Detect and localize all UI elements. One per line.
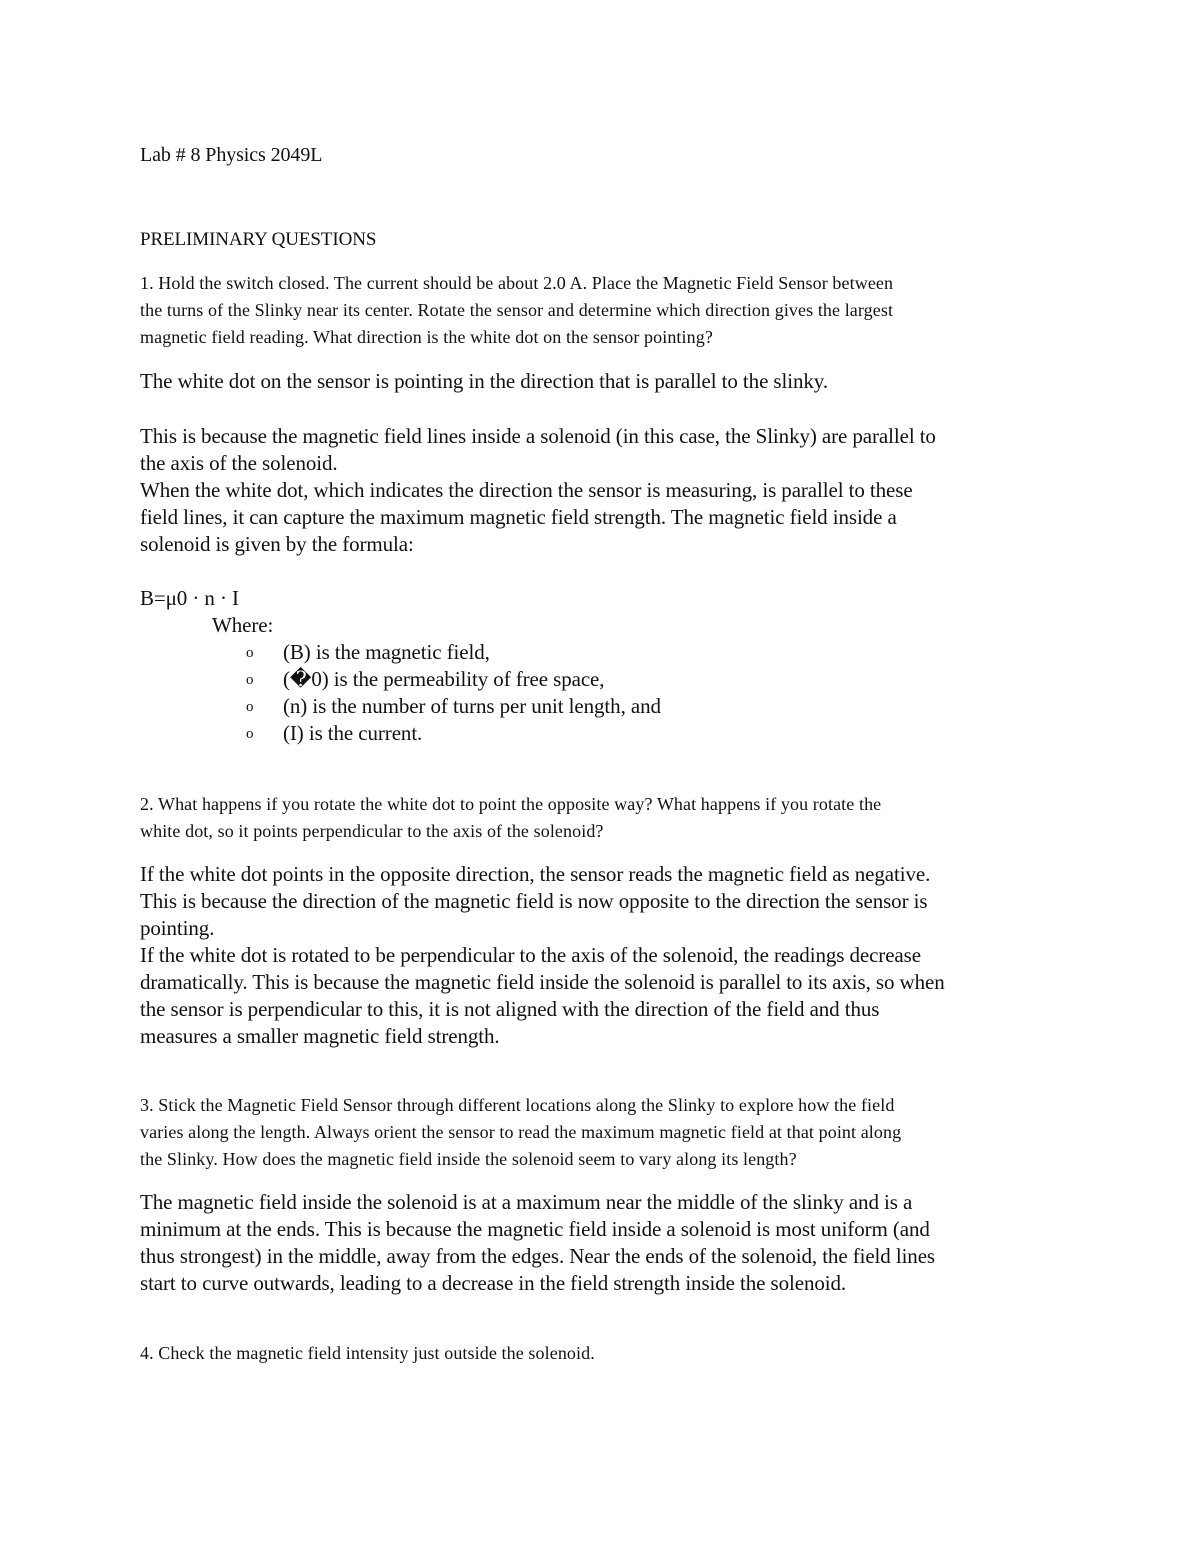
document-title: Lab # 8 Physics 2049L: [140, 144, 323, 166]
answer1-line: solenoid is given by the formula:: [140, 532, 414, 556]
answer1-line: When the white dot, which indicates the direction the sensor is measuring, is parallel to these: [140, 478, 913, 502]
answer2-line: dramatically. This is because the magnetic field inside the solenoid is parallel to its axis, so when: [140, 970, 945, 994]
question4-line: 4. Check the magnetic field intensity just outside the solenoid.: [140, 1343, 595, 1363]
answer1-line: This is because the magnetic field lines inside a solenoid (in this case, the Slinky) are parallel to: [140, 424, 936, 448]
bullet-marker: o: [246, 726, 254, 742]
answer2-line: If the white dot is rotated to be perpendicular to the axis of the solenoid, the readings decrease: [140, 943, 921, 967]
question3-line: varies along the length. Always orient the sensor to read the maximum magnetic field at that point along: [140, 1122, 902, 1142]
bullet-marker: o: [246, 672, 254, 688]
question2-line: 2. What happens if you rotate the white dot to point the opposite way? What happens if you rotate the: [140, 794, 882, 814]
bullet-text: (�0) is the permeability of free space,: [283, 667, 605, 691]
answer3-line: thus strongest) in the middle, away from the edges. Near the ends of the solenoid, the field lines: [140, 1244, 935, 1268]
section-heading: PRELIMINARY QUESTIONS: [140, 229, 377, 250]
formula: B=μ0 · n · I: [140, 586, 239, 610]
question3-line: 3. Stick the Magnetic Field Sensor through different locations along the Slinky to explore how the field: [140, 1095, 895, 1115]
bullet-marker: o: [246, 699, 254, 715]
answer2-line: If the white dot points in the opposite direction, the sensor reads the magnetic field as negative.: [140, 862, 931, 886]
question1-line: the turns of the Slinky near its center. Rotate the sensor and determine which direction gives the largest: [140, 300, 894, 320]
answer2-line: This is because the direction of the magnetic field is now opposite to the direction the sensor is: [140, 889, 928, 913]
bullet-text: (n) is the number of turns per unit length, and: [283, 694, 661, 718]
answer2-line: the sensor is perpendicular to this, it is not aligned with the direction of the field and thus: [140, 997, 880, 1021]
bullet-marker: o: [246, 645, 254, 661]
answer3-line: The magnetic field inside the solenoid is at a maximum near the middle of the slinky and is a: [140, 1190, 913, 1214]
question3-line: the Slinky. How does the magnetic field inside the solenoid seem to vary along its length?: [140, 1149, 797, 1169]
where-label: Where:: [212, 613, 274, 637]
question1-line: magnetic field reading. What direction is the white dot on the sensor pointing?: [140, 327, 713, 347]
answer3-line: start to curve outwards, leading to a decrease in the field strength inside the solenoid.: [140, 1271, 847, 1295]
answer1-line: field lines, it can capture the maximum magnetic field strength. The magnetic field inside a: [140, 505, 897, 529]
bullet-text: (I) is the current.: [283, 721, 423, 745]
bullet-text: (B) is the magnetic field,: [283, 640, 490, 664]
question2-line: white dot, so it points perpendicular to the axis of the solenoid?: [140, 821, 604, 841]
answer3-line: minimum at the ends. This is because the magnetic field inside a solenoid is most uniform (and: [140, 1217, 930, 1241]
question1-line: 1. Hold the switch closed. The current should be about 2.0 A. Place the Magnetic Field Sensor between: [140, 273, 894, 293]
answer1-line: the axis of the solenoid.: [140, 451, 338, 475]
answer2-line: measures a smaller magnetic field strength.: [140, 1024, 500, 1048]
answer2-line: pointing.: [140, 916, 215, 940]
answer1-lead: The white dot on the sensor is pointing in the direction that is parallel to the slinky.: [140, 369, 828, 393]
